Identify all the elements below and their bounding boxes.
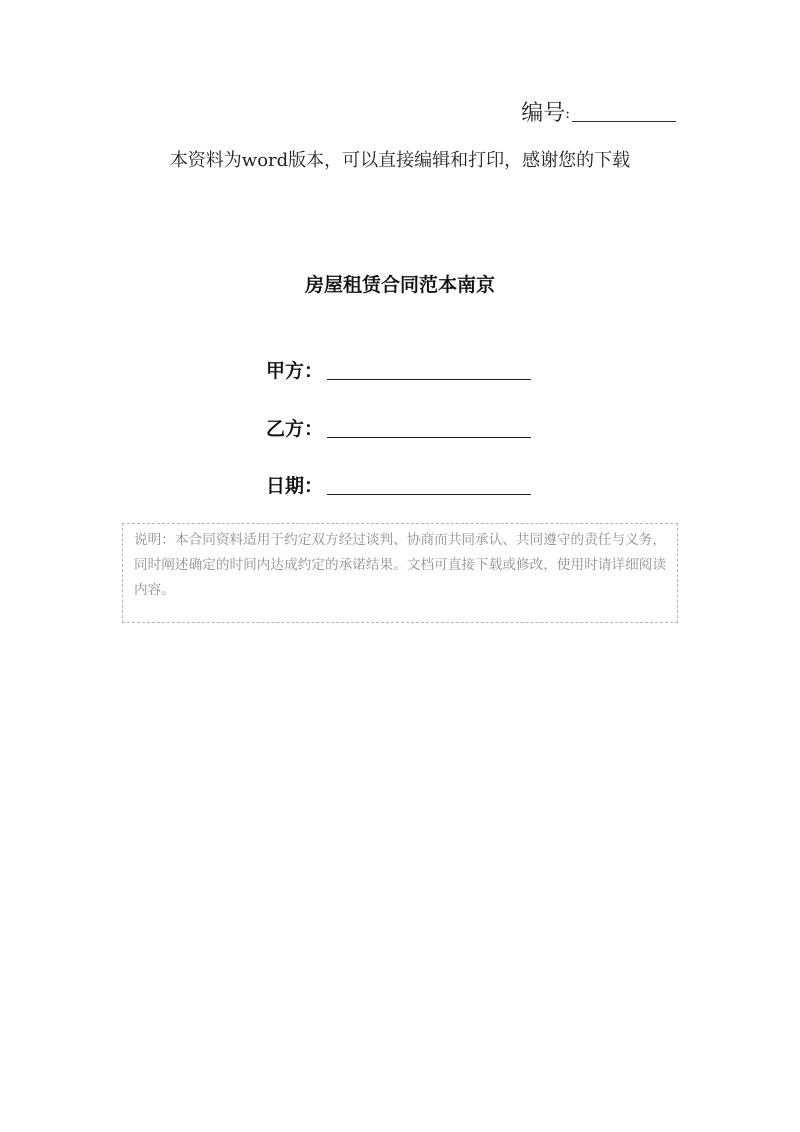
party-a-field	[266, 356, 531, 383]
party-b-label: 乙方：	[266, 418, 324, 440]
serial-blank-line	[572, 101, 676, 122]
party-b-field	[266, 414, 531, 441]
description-box	[122, 523, 678, 623]
date-field	[266, 471, 531, 498]
serial-separator: :	[565, 106, 570, 122]
serial-label: 编号	[521, 101, 566, 126]
party-b-blank-line	[327, 419, 531, 438]
party-a-label: 甲方：	[266, 360, 324, 382]
party-a-blank-line	[327, 361, 531, 380]
document-title: 房屋租赁合同范本南京	[304, 274, 495, 296]
download-notice: 本资料为word版本，可以直接编辑和打印，感谢您的下载	[169, 150, 631, 171]
date-label: 日期：	[266, 475, 324, 497]
serial-number	[521, 96, 676, 127]
description-text: 说明：本合同资料适用于约定双方经过谈判、协商而共同承认、共同遵守的责任与义务，同时阐述确定的时间内达成约定的承诺结果。文档可直接下载或修改，使用时请详细阅读内容。	[134, 532, 666, 598]
date-blank-line	[327, 476, 531, 495]
